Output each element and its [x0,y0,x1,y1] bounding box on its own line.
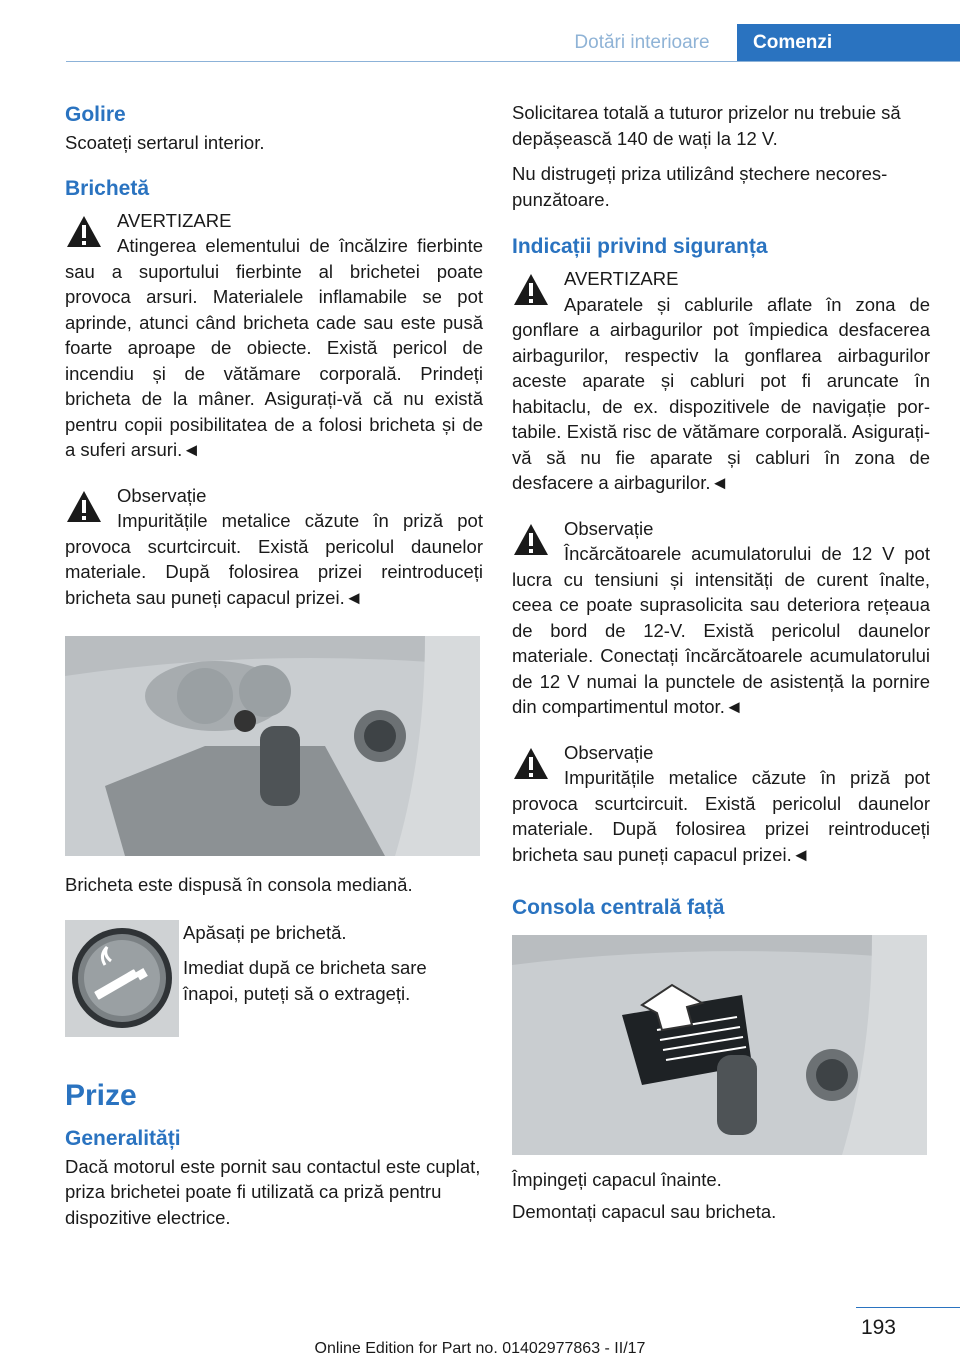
lighter-instruction [65,920,483,1040]
bricheta-heading: Brichetă [65,176,150,200]
warning-label: AVERTIZARE [117,209,232,231]
consola-heading: Consola centrală față [512,896,725,919]
push-text: Împingeți capacul înainte. [512,1169,722,1190]
left-column [65,100,483,1230]
siguranta-heading: Indicații privind siguranța [512,235,768,258]
warning-triangle-icon [512,272,550,307]
plug-warning-text: Nu distrugeți priza utilizând ștechere necorespunzătoare. [512,163,888,210]
footer-edition: Online Edition for Part no. 01402977863 - II/17 [314,1340,646,1357]
note-label: Observație [117,484,207,506]
generalitati-text: Dacă motorul este pornit sau contactul este cuplat, priza brichetei poate fi utilizată ca priză pentru dispozitive electrice. [65,1155,481,1228]
warning-block [65,208,483,463]
cigarette-lighter-icon [65,920,179,1037]
note-label: Observație [564,517,654,539]
golire-heading: Golire [65,103,126,126]
remove-text: Demontați capacul sau bricheta. [512,1200,777,1222]
after-text: Imediat după ce bricheta sare înapoi, puteți să o extrageți. [183,957,427,1004]
note-block [512,516,930,720]
chapter-tab: Comenzi [737,24,960,62]
power-limit-text: Solicitarea totală a tuturor prizelor nu trebuie să depășească 140 de wați la 12 V. [512,102,901,149]
note-text: Impuritățile metalice căzute în priză pot provoca scurtcircuit. Există pericolul daunelor materiale. După folosirea prizei reintroduceți bricheta sau puneți capacul prizei.◄ [65,510,483,608]
warning-triangle-icon [512,522,550,557]
note-label: Observație [564,741,654,763]
page-number: 193 [860,1316,896,1339]
press-text: Apăsați pe brichetă. [183,921,347,943]
note-text: Impuritățile metalice căzute în priză pot provoca scurtcircuit. Există pericolul daunelor materiale. După folosirea prizei reintroduceți bricheta sau puneți capacul prizei.◄ [512,767,930,865]
warning-text: Aparatele și cablurile aflate în zona de gonflare a airbagurilor pot împiedica desfacerea airbagurilor, respectiv la gonflarea airbagurilor aceste aparate și cabluri pot fi aruncate în habitaclu, de ex. dispozitivele de navigație portabile. Există risc de vătămare corporală. Asigurați-vă să nu fie aparate și cabluri în zona de desfacere a airbagurilor.◄ [512,293,930,493]
generalitati-heading: Generalități [65,1126,181,1150]
warning-label: AVERTIZARE [564,268,679,289]
note-block [65,483,483,611]
warning-triangle-icon [512,746,550,781]
console-lighter-photo [65,636,480,856]
warning-triangle-icon [65,214,103,249]
warning-block [512,266,930,496]
section-tab: Dotări interioare [574,32,710,53]
figure1-caption: Bricheta este dispusă în consola mediană. [65,874,413,895]
right-column [512,100,930,1224]
header-rule [66,61,960,62]
page-number-rule [856,1307,960,1308]
center-console-photo [512,935,927,1155]
note-block [512,740,930,868]
warning-triangle-icon [65,489,103,524]
golire-text: Scoateți sertarul interior. [65,132,265,153]
warning-text: Atingerea elementului de încălzire fierbinte sau a suportului fierbinte al brichetei poate provoca arsuri. Materialele inflamabile se pot aprinde, atunci când bricheta cade sau este pusă foarte aproape de obiecte. Există pericol de incendiu și de vătămare corporală. Prindeți bricheta de la mâner. Asigurați-vă că nu există pentru copii posibilitatea de a folosi bricheta și de a suferi arsuri.◄ [65,235,483,460]
note-text: Încărcătoarele acumulatorului de 12 V pot lucra cu tensiuni și intensități de curent înalte, ceea ce poate suprasolicita sau deteriora rețeaua de bord de 12-V. Există pericolul daunelor materiale. Conectați încărcătoarele acumulatorului de 12 V numai la punctele de asistență la pornire din compartimentul motor.◄ [512,543,930,717]
prize-heading: Prize [65,1078,137,1112]
